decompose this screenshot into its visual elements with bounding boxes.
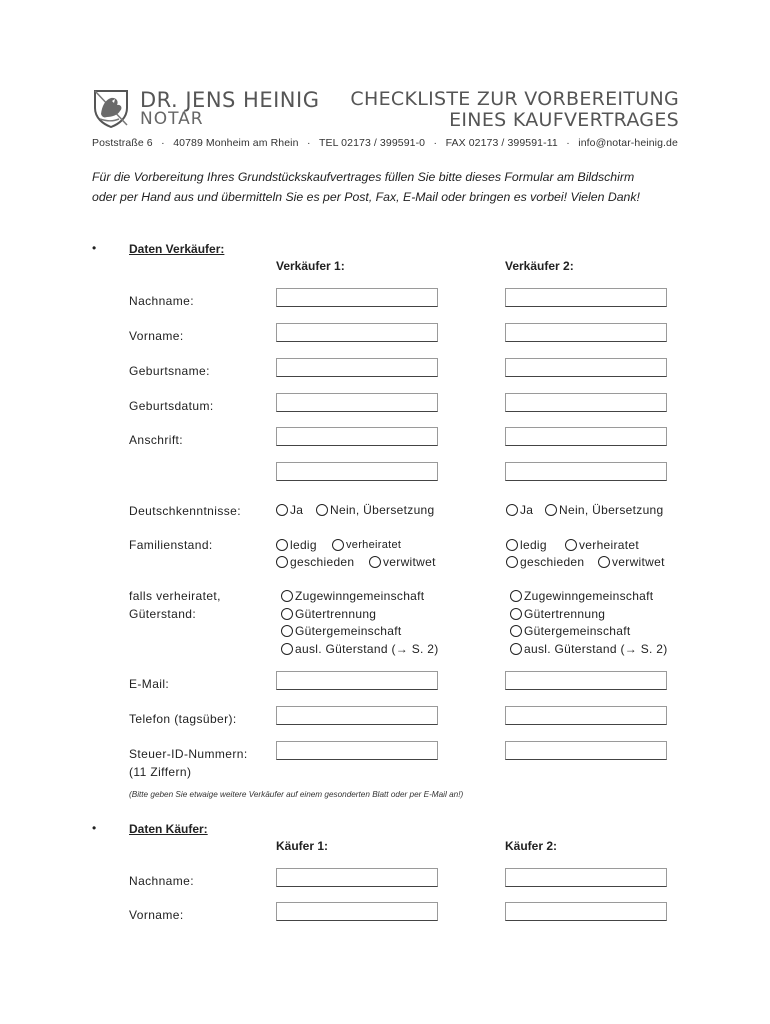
seller2-deutsch-ja-option[interactable] xyxy=(506,501,533,518)
contact-fax: FAX 02173 / 399591-11 xyxy=(445,137,558,149)
option-label: Ja xyxy=(520,502,534,517)
seller2-guetertrennung-option[interactable] xyxy=(510,605,605,622)
buyer1-column-heading: Käufer 1: xyxy=(276,839,329,853)
seller2-steuer-id-field[interactable] xyxy=(505,741,667,760)
buyer2-nachname-field[interactable] xyxy=(505,868,667,887)
radio-icon[interactable] xyxy=(510,608,522,620)
seller1-geburtsdatum-field[interactable] xyxy=(276,393,438,412)
seller1-anschrift-field-2[interactable] xyxy=(276,462,438,481)
seller1-guetertrennung-option[interactable] xyxy=(281,605,376,622)
contact-line xyxy=(92,137,678,149)
radio-icon[interactable] xyxy=(565,539,577,551)
radio-icon[interactable] xyxy=(506,539,518,551)
buyer1-vorname-field[interactable] xyxy=(276,902,438,921)
radio-icon[interactable] xyxy=(545,504,557,516)
label-nachname: Nachname: xyxy=(129,294,194,308)
radio-icon[interactable] xyxy=(281,608,293,620)
label-familienstand: Familienstand: xyxy=(129,538,213,552)
option-label: Zugewinngemeinschaft xyxy=(295,588,425,603)
contact-email: info@notar-heinig.de xyxy=(578,137,678,149)
radio-icon[interactable] xyxy=(506,504,518,516)
seller2-geschieden-option[interactable] xyxy=(506,553,584,570)
seller1-anschrift-field-1[interactable] xyxy=(276,427,438,446)
radio-icon[interactable] xyxy=(369,556,381,568)
seller2-geburtsname-field[interactable] xyxy=(505,358,667,377)
seller2-telefon-field[interactable] xyxy=(505,706,667,725)
bullet: • xyxy=(92,241,97,255)
contact-tel: TEL 02173 / 399591-0 xyxy=(319,137,426,149)
label-email: E-Mail: xyxy=(129,677,170,691)
seller1-telefon-field[interactable] xyxy=(276,706,438,725)
additional-sellers-note: (Bitte geben Sie etwaige weitere Verkäufer auf einem gesonderten Blatt oder per E-Mail an!) xyxy=(129,790,464,799)
seller2-vorname-field[interactable] xyxy=(505,323,667,342)
seller2-email-field[interactable] xyxy=(505,671,667,690)
seller2-geburtsdatum-field[interactable] xyxy=(505,393,667,412)
seller1-ledig-option[interactable] xyxy=(276,536,317,553)
label-anschrift: Anschrift: xyxy=(129,433,184,447)
intro-line2: oder per Hand aus und übermitteln Sie es per Post, Fax, E-Mail oder bringen es vorbei! Vielen Dank! xyxy=(92,190,640,204)
radio-icon[interactable] xyxy=(598,556,610,568)
radio-icon[interactable] xyxy=(281,643,293,655)
contact-separator: · xyxy=(161,137,165,149)
seller1-steuer-id-field[interactable] xyxy=(276,741,438,760)
seller1-verwitwet-option[interactable] xyxy=(369,553,436,570)
contact-separator: · xyxy=(433,137,438,149)
label-steuer-id: Steuer-ID-Nummern: xyxy=(129,747,248,761)
radio-icon[interactable] xyxy=(510,625,522,637)
seller1-geburtsname-field[interactable] xyxy=(276,358,438,377)
radio-icon[interactable] xyxy=(316,504,328,516)
buyer1-nachname-field[interactable] xyxy=(276,868,438,887)
seller2-anschrift-field-1[interactable] xyxy=(505,427,667,446)
seller2-zugewinn-option[interactable] xyxy=(510,587,653,604)
label-gueterstand: Güterstand: xyxy=(129,607,197,621)
label-steuer-id-digits: (11 Ziffern) xyxy=(129,765,192,779)
seller1-nachname-field[interactable] xyxy=(276,288,438,307)
option-label: ausl. Güterstand (→ S. 2) xyxy=(295,641,439,656)
option-label: Gütertrennung xyxy=(295,606,377,621)
option-label: geschieden xyxy=(520,554,585,569)
document-title-line2: EINES KAUFVERTRAGES xyxy=(449,109,679,131)
option-label: Gütergemeinschaft xyxy=(524,623,631,638)
seller1-ausl-gueterstand-option[interactable] xyxy=(281,640,439,657)
option-label: Gütertrennung xyxy=(524,606,606,621)
seller2-anschrift-field-2[interactable] xyxy=(505,462,667,481)
radio-icon[interactable] xyxy=(281,625,293,637)
option-label: ledig xyxy=(520,537,547,552)
label-falls-verheiratet: falls verheiratet, xyxy=(129,589,221,603)
option-label: Nein, Übersetzung xyxy=(330,502,435,517)
seller2-verheiratet-option[interactable] xyxy=(565,536,639,553)
seller1-verheiratet-option[interactable] xyxy=(332,536,401,553)
option-label: Zugewinngemeinschaft xyxy=(524,588,654,603)
contact-separator: · xyxy=(566,137,570,149)
notary-subtitle: NOTAR xyxy=(140,109,204,129)
option-label: Ja xyxy=(290,502,304,517)
seller2-ledig-option[interactable] xyxy=(506,536,547,553)
seller2-nachname-field[interactable] xyxy=(505,288,667,307)
radio-icon[interactable] xyxy=(510,643,522,655)
radio-icon[interactable] xyxy=(276,504,288,516)
option-label: verheiratet xyxy=(579,537,639,552)
seller1-geschieden-option[interactable] xyxy=(276,553,354,570)
contact-address: Poststraße 6 xyxy=(92,137,153,149)
seller2-guetergemeinschaft-option[interactable] xyxy=(510,622,631,639)
seller1-deutsch-ja-option[interactable] xyxy=(276,501,303,518)
notary-name: DR. JENS HEINIG xyxy=(140,88,320,112)
crest-icon xyxy=(92,88,130,128)
seller1-zugewinn-option[interactable] xyxy=(281,587,424,604)
label-geburtsname: Geburtsname: xyxy=(129,364,210,378)
option-label: Gütergemeinschaft xyxy=(295,623,402,638)
label-vorname: Vorname: xyxy=(129,329,184,343)
option-label: verwitwet xyxy=(383,554,436,569)
radio-icon[interactable] xyxy=(332,539,344,551)
buyer2-vorname-field[interactable] xyxy=(505,902,667,921)
option-label: ledig xyxy=(290,537,317,552)
label-telefon: Telefon (tagsüber): xyxy=(129,712,237,726)
radio-icon[interactable] xyxy=(276,539,288,551)
radio-icon[interactable] xyxy=(276,556,288,568)
option-label: verheiratet xyxy=(346,538,402,551)
label-geburtsdatum: Geburtsdatum: xyxy=(129,399,214,413)
radio-icon[interactable] xyxy=(506,556,518,568)
intro-line1: Für die Vorbereitung Ihres Grundstückskaufvertrages füllen Sie bitte dieses Formular am Bildschirm xyxy=(92,170,635,184)
section-title-sellers: Daten Verkäufer: xyxy=(129,242,225,256)
radio-icon[interactable] xyxy=(510,590,522,602)
label-buyer-vorname: Vorname: xyxy=(129,908,184,922)
buyer2-column-heading: Käufer 2: xyxy=(505,839,558,853)
section-title-buyers: Daten Käufer: xyxy=(129,822,208,836)
seller2-verwitwet-option[interactable] xyxy=(598,553,665,570)
radio-icon[interactable] xyxy=(281,590,293,602)
bullet: • xyxy=(92,821,97,835)
label-deutschkenntnisse: Deutschkenntnisse: xyxy=(129,504,241,518)
option-label: verwitwet xyxy=(612,554,665,569)
seller1-column-heading: Verkäufer 1: xyxy=(276,259,345,273)
option-label: geschieden xyxy=(290,554,355,569)
seller1-email-field[interactable] xyxy=(276,671,438,690)
contact-city: 40789 Monheim am Rhein xyxy=(173,137,299,149)
seller2-column-heading: Verkäufer 2: xyxy=(505,259,574,273)
seller1-guetergemeinschaft-option[interactable] xyxy=(281,622,402,639)
document-title-line1: CHECKLISTE ZUR VORBEREITUNG xyxy=(350,88,679,110)
contact-separator: · xyxy=(306,137,311,149)
seller2-deutsch-nein-option[interactable] xyxy=(545,501,664,518)
seller2-ausl-gueterstand-option[interactable] xyxy=(510,640,668,657)
seller1-vorname-field[interactable] xyxy=(276,323,438,342)
option-label: ausl. Güterstand (→ S. 2) xyxy=(524,641,668,656)
seller1-deutsch-nein-option[interactable] xyxy=(316,501,435,518)
label-buyer-nachname: Nachname: xyxy=(129,874,194,888)
option-label: Nein, Übersetzung xyxy=(559,502,664,517)
